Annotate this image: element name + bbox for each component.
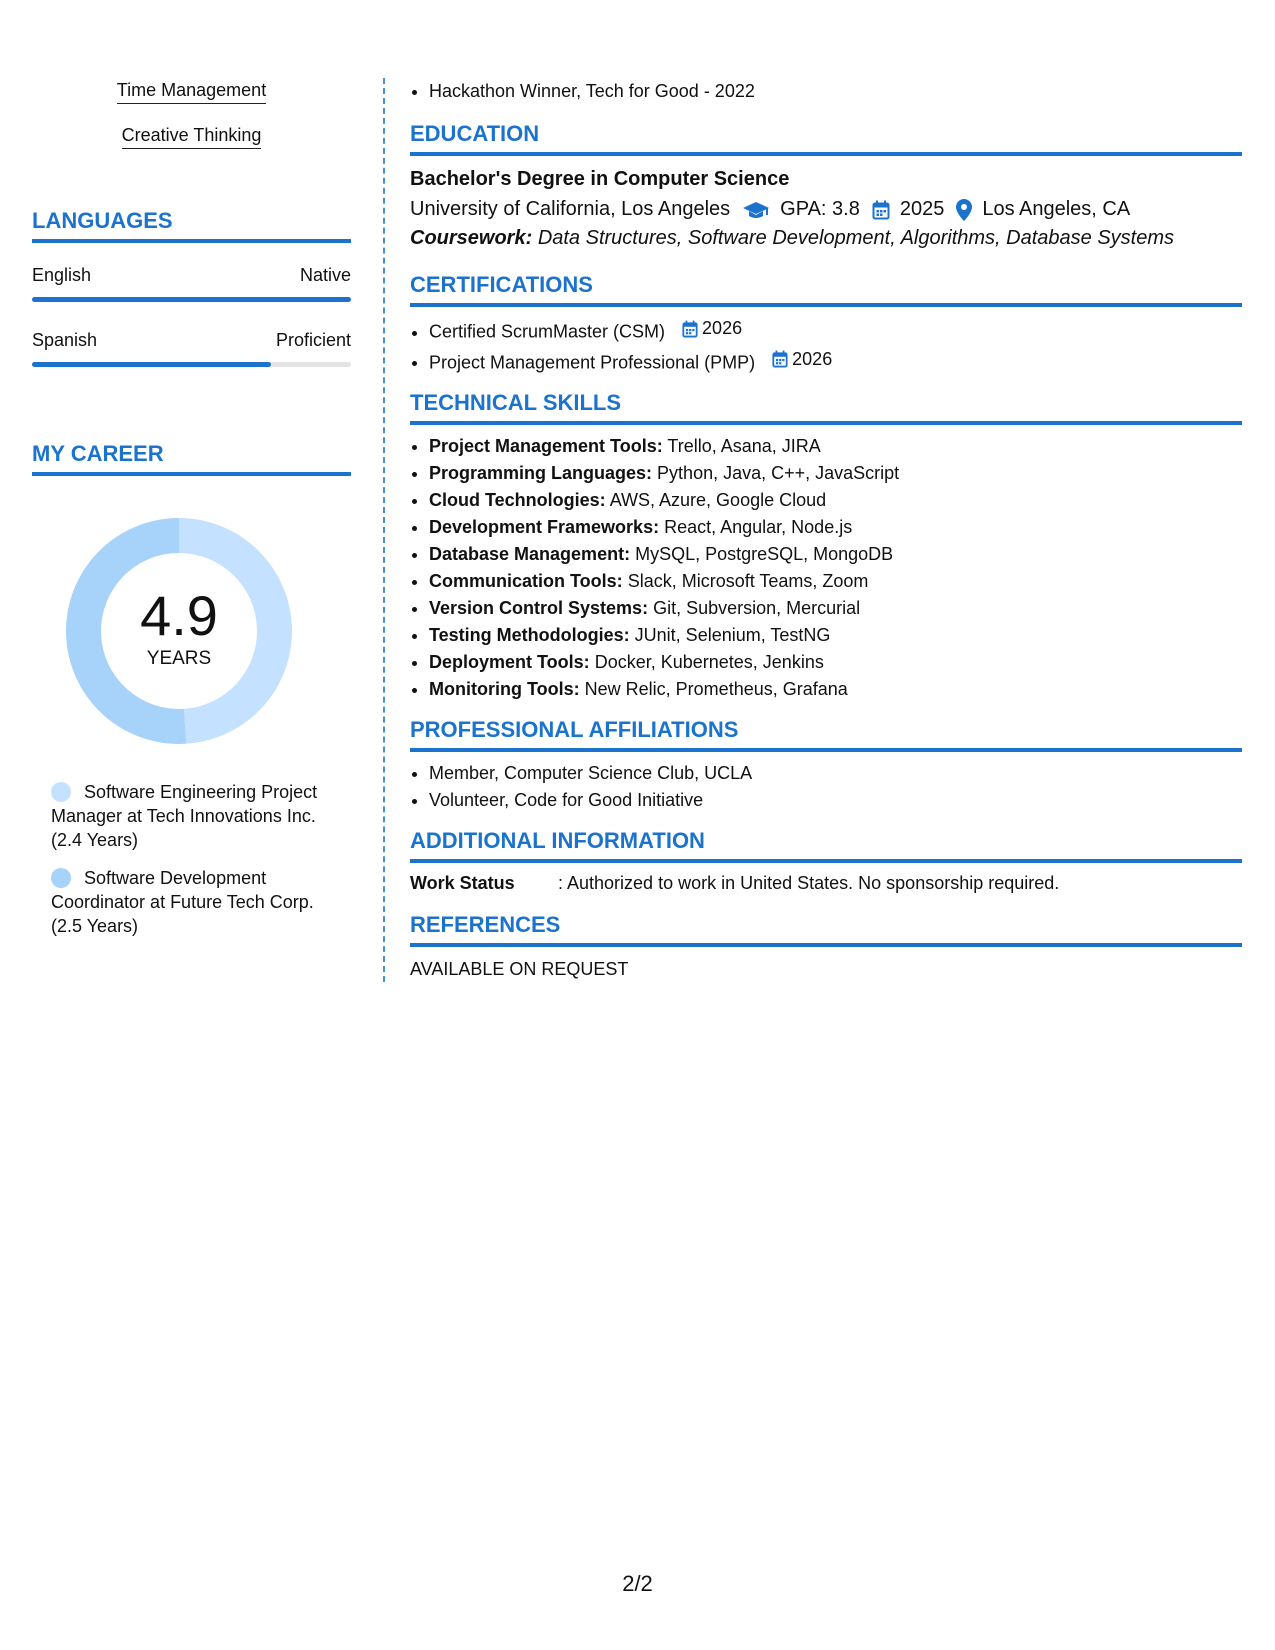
certification-item xyxy=(429,346,1242,377)
technical-skill-item xyxy=(429,433,1242,460)
technical-skill-item xyxy=(429,487,1242,514)
language-bar-fill xyxy=(32,297,351,302)
affiliations-title: PROFESSIONAL AFFILIATIONS xyxy=(410,717,1242,752)
language-item xyxy=(32,265,351,302)
certification-name: Certified ScrumMaster (CSM) xyxy=(429,321,666,342)
awards-list xyxy=(410,78,1242,105)
technical-skill-value: Git, Subversion, Mercurial xyxy=(653,598,861,618)
certification-date xyxy=(682,315,742,342)
education-degree: Bachelor's Degree in Computer Science xyxy=(410,168,790,190)
technical-skill-value: MySQL, PostgreSQL, MongoDB xyxy=(635,544,894,564)
language-bar xyxy=(32,297,351,302)
technical-skill-item xyxy=(429,595,1242,622)
additional-info-title: ADDITIONAL INFORMATION xyxy=(410,828,1242,863)
location-pin-icon xyxy=(956,199,972,221)
language-bar-fill xyxy=(32,362,271,367)
language-name: Spanish xyxy=(32,330,98,350)
graduation-cap-icon xyxy=(742,200,770,220)
list-item: • Volunteer, Code for Good Initiative xyxy=(429,787,1242,814)
references-title: REFERENCES xyxy=(410,912,1242,947)
career-donut-chart xyxy=(66,518,292,744)
certification-item xyxy=(429,315,1242,346)
legend-dot-icon xyxy=(51,782,71,802)
language-name: English xyxy=(32,265,92,285)
technical-skill-label: Development Frameworks: xyxy=(429,517,660,537)
language-level: Native xyxy=(299,265,351,285)
technical-skill-item xyxy=(429,568,1242,595)
technical-skill-label: Testing Methodologies: xyxy=(429,625,630,645)
technical-skill-label: Deployment Tools: xyxy=(429,652,590,672)
technical-skill-label: Communication Tools: xyxy=(429,571,623,591)
career-total-unit: YEARS xyxy=(146,648,212,669)
work-status-label: Work Status xyxy=(410,873,515,893)
legend-dot-icon xyxy=(51,868,71,888)
technical-skill-value: Trello, Asana, JIRA xyxy=(667,436,821,456)
technical-skill-label: Project Management Tools: xyxy=(429,436,663,456)
certification-date xyxy=(772,346,832,373)
references-text: AVAILABLE ON REQUEST xyxy=(410,959,629,979)
technical-skill-label: Database Management: xyxy=(429,544,631,564)
education-section xyxy=(410,121,1242,250)
technical-skill-item xyxy=(429,649,1242,676)
education-year: 2025 xyxy=(899,198,945,220)
technical-skill-item xyxy=(429,622,1242,649)
technical-skill-value: AWS, Azure, Google Cloud xyxy=(609,490,827,510)
right-column xyxy=(410,78,1242,980)
education-school: University of California, Los Angeles xyxy=(410,198,731,220)
career-section xyxy=(32,441,351,938)
certifications-list xyxy=(410,315,1242,376)
list-item: • Member, Computer Science Club, UCLA xyxy=(429,760,1242,787)
technical-skill-item xyxy=(429,541,1242,568)
technical-skill-value: React, Angular, Node.js xyxy=(664,517,853,537)
education-gpa: GPA: 3.8 xyxy=(780,198,860,220)
education-coursework xyxy=(410,227,1242,250)
language-level: Proficient xyxy=(275,330,351,350)
career-total-years: 4.9 xyxy=(140,584,218,647)
technical-skills-title: TECHNICAL SKILLS xyxy=(410,390,1242,425)
work-status-row xyxy=(410,873,1242,894)
calendar-icon xyxy=(772,350,788,368)
technical-skill-value: New Relic, Prometheus, Grafana xyxy=(584,679,848,699)
coursework-label: Coursework: xyxy=(410,227,533,249)
skill-chip-label: Time Management xyxy=(117,80,266,104)
skill-chip xyxy=(32,125,351,170)
career-legend-item xyxy=(32,780,336,852)
page-number: 2/2 xyxy=(622,1571,653,1596)
languages-title: LANGUAGES xyxy=(32,208,351,243)
certification-year: 2026 xyxy=(702,318,743,338)
technical-skill-label: Version Control Systems: xyxy=(429,598,649,618)
education-location: Los Angeles, CA xyxy=(982,198,1131,220)
technical-skills-list xyxy=(410,433,1242,703)
language-item xyxy=(32,330,351,367)
education-details xyxy=(410,198,1242,221)
certification-name: Project Management Professional (PMP) xyxy=(429,352,756,372)
list-item: • Hackathon Winner, Tech for Good - 2022 xyxy=(429,78,1242,105)
technical-skill-value: JUnit, Selenium, TestNG xyxy=(634,625,831,645)
calendar-icon xyxy=(872,200,890,220)
technical-skill-label: Programming Languages: xyxy=(429,463,653,483)
skill-chip xyxy=(32,80,351,125)
certifications-section xyxy=(410,272,1242,376)
certification-year: 2026 xyxy=(792,348,833,369)
technical-skill-value: Slack, Microsoft Teams, Zoom xyxy=(627,571,869,591)
column-divider xyxy=(383,78,385,982)
work-status-value: : Authorized to work in United States. No sponsorship required. xyxy=(558,873,1060,893)
language-bar xyxy=(32,362,351,367)
calendar-icon xyxy=(682,320,698,338)
technical-skill-item xyxy=(429,676,1242,703)
languages-section xyxy=(32,208,351,367)
career-legend xyxy=(32,780,351,938)
affiliations-section xyxy=(410,717,1242,814)
career-legend-item xyxy=(32,866,336,938)
technical-skill-label: Monitoring Tools: xyxy=(429,679,580,699)
technical-skill-item xyxy=(429,514,1242,541)
certifications-title: CERTIFICATIONS xyxy=(410,272,1242,307)
technical-skill-label: Cloud Technologies: xyxy=(429,490,606,510)
technical-skill-value: Python, Java, C++, JavaScript xyxy=(657,463,900,483)
affiliations-list xyxy=(410,760,1242,814)
left-column xyxy=(32,80,351,938)
education-title: EDUCATION xyxy=(410,121,1242,156)
career-legend-label: Software Engineering Project Manager at Tech Innovations Inc. (2.4 Years) xyxy=(51,782,318,850)
references-section xyxy=(410,912,1242,980)
career-title: MY CAREER xyxy=(32,441,351,476)
technical-skill-value: Docker, Kubernetes, Jenkins xyxy=(594,652,824,672)
skill-chip-label: Creative Thinking xyxy=(122,125,262,149)
technical-skill-item xyxy=(429,460,1242,487)
career-legend-label: Software Development Coordinator at Future Tech Corp. (2.5 Years) xyxy=(51,868,314,936)
additional-info-section xyxy=(410,828,1242,894)
technical-skills-section xyxy=(410,390,1242,703)
coursework-value: Data Structures, Software Development, Algorithms, Database Systems xyxy=(537,227,1175,249)
